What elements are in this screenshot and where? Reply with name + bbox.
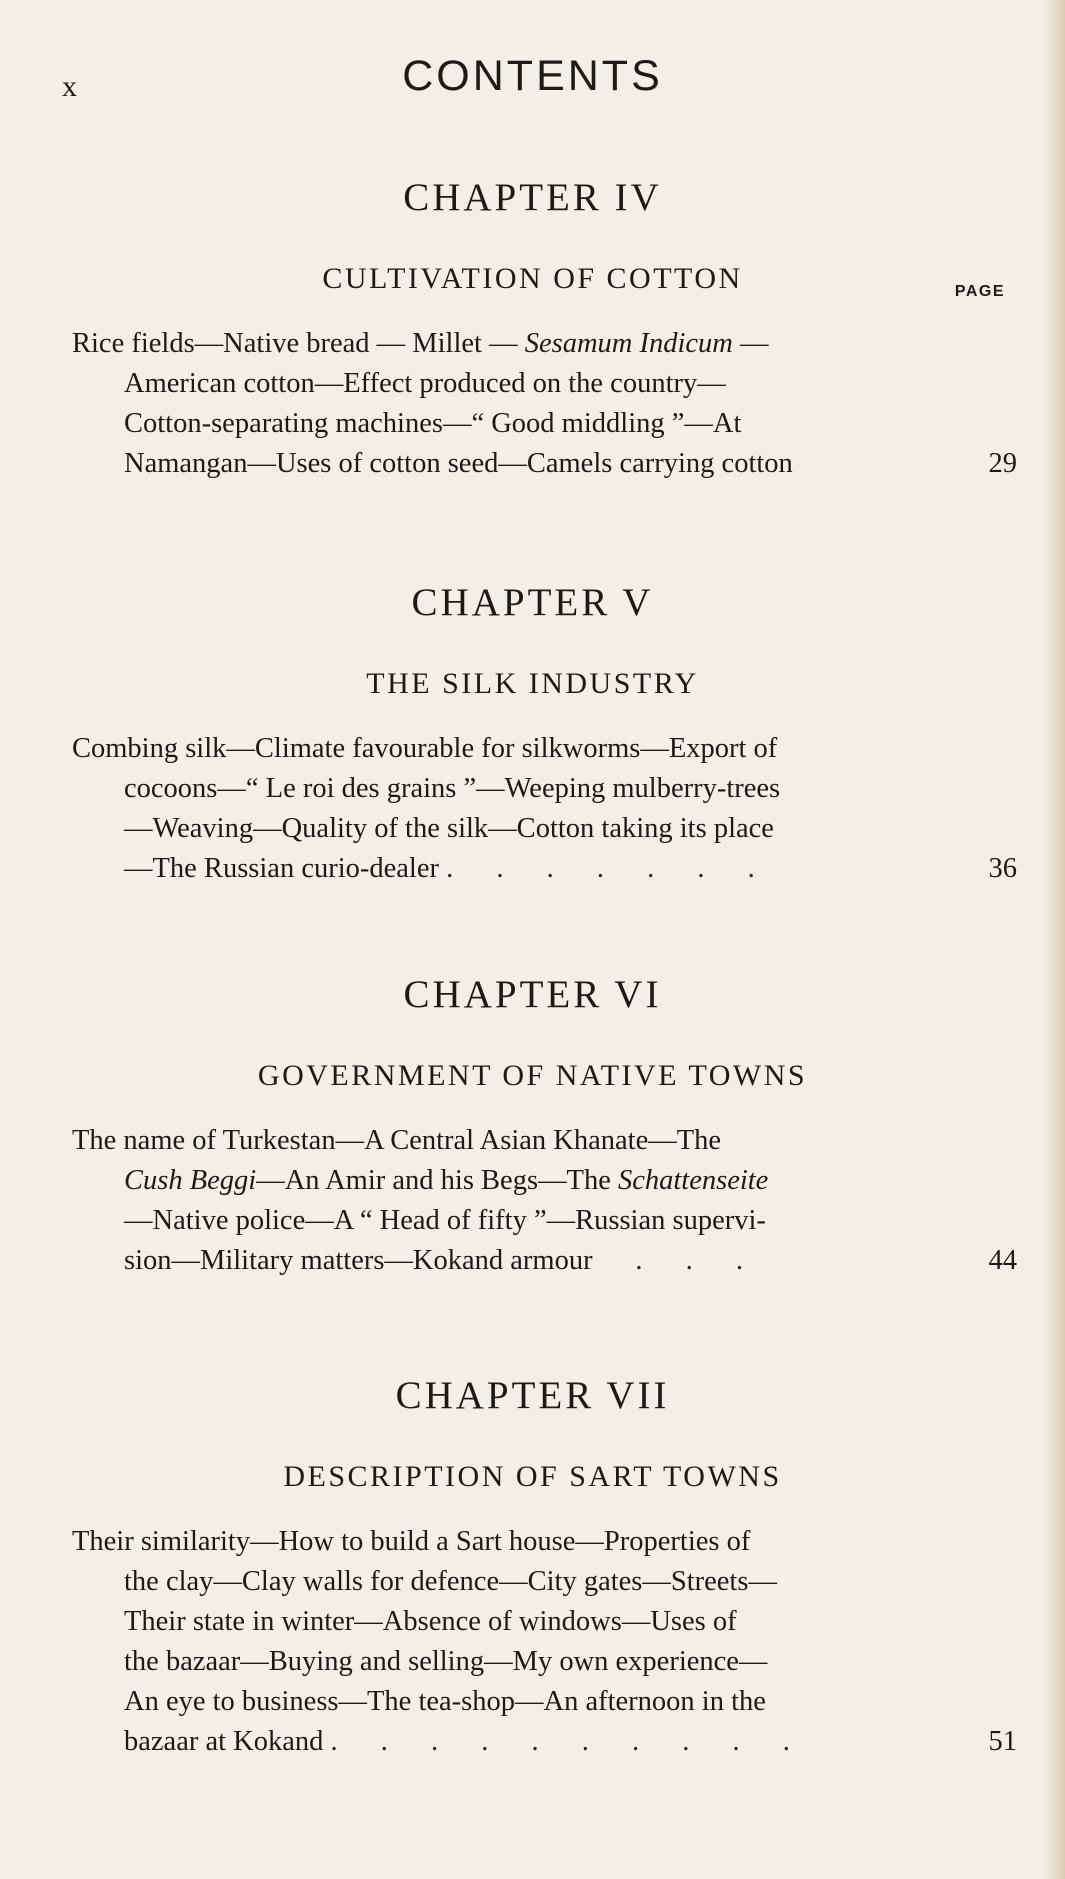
chapter-v [0, 573, 1065, 889]
chapter-title: CHAPTER VII [395, 1374, 670, 1417]
chapter-summary: The name of Turkestan—A Central Asian Khanate—The Cush Beggi—An Amir and his Begs—The Schattenseite —Native police—A “ Head of fifty ”—Russian supervi- sion—Military matters—Kokand armour . . . 44 [72, 1121, 942, 1281]
chapter-summary: Rice fields—Native bread — Millet — Sesamum Indicum — American cotton—Effect produced on the country— Cotton-separating machines—“ Good middling ”—At Namangan—Uses of cotton seed—Camels carrying cotton 29 [72, 324, 942, 484]
chapter-page-number: 51 [988, 1726, 1017, 1757]
chapter-iv [0, 168, 1065, 484]
chapter-title: CHAPTER VI [403, 973, 662, 1016]
chapter-page-number: 36 [988, 853, 1017, 884]
chapter-subtitle: DESCRIPTION OF SART TOWNS [283, 1460, 782, 1493]
chapter-title: CHAPTER V [411, 581, 654, 624]
chapter-title: CHAPTER IV [403, 176, 662, 219]
page-column-label: PAGE [954, 283, 1005, 300]
leader-dots: . . . . . . . [446, 853, 773, 884]
chapter-summary: Combing silk—Climate favourable for silkworms—Export of cocoons—“ Le roi des grains ”—Weeping mulberry-trees —Weaving—Quality of the silk—Cotton taking its place —The Russian curio-dealer . . . . . . . 36 [72, 729, 942, 889]
chapter-summary: Their similarity—How to build a Sart house—Properties of the clay—Clay walls for defence—City gates—Streets— Their state in winter—Absence of windows—Uses of the bazaar—Buying and selling—My own experience— An eye to business—The tea-shop—An afternoon in the bazaar at Kokand . . . . . . . . . . 51 [72, 1522, 942, 1762]
chapter-subtitle: GOVERNMENT OF NATIVE TOWNS [257, 1059, 808, 1092]
running-header: CONTENTS [402, 52, 663, 100]
chapter-page-number: 29 [988, 448, 1017, 479]
chapter-vi [0, 965, 1065, 1281]
chapter-subtitle: CULTIVATION OF COTTON [322, 262, 743, 295]
chapter-subtitle: THE SILK INDUSTRY [366, 667, 699, 700]
chapter-page-number: 44 [988, 1245, 1017, 1276]
leader-dots: . . . [635, 1245, 761, 1276]
leader-dots: . . . . . . . . . . [330, 1726, 808, 1757]
page-numeral: x [62, 70, 78, 103]
chapter-vii [0, 1366, 1065, 1762]
